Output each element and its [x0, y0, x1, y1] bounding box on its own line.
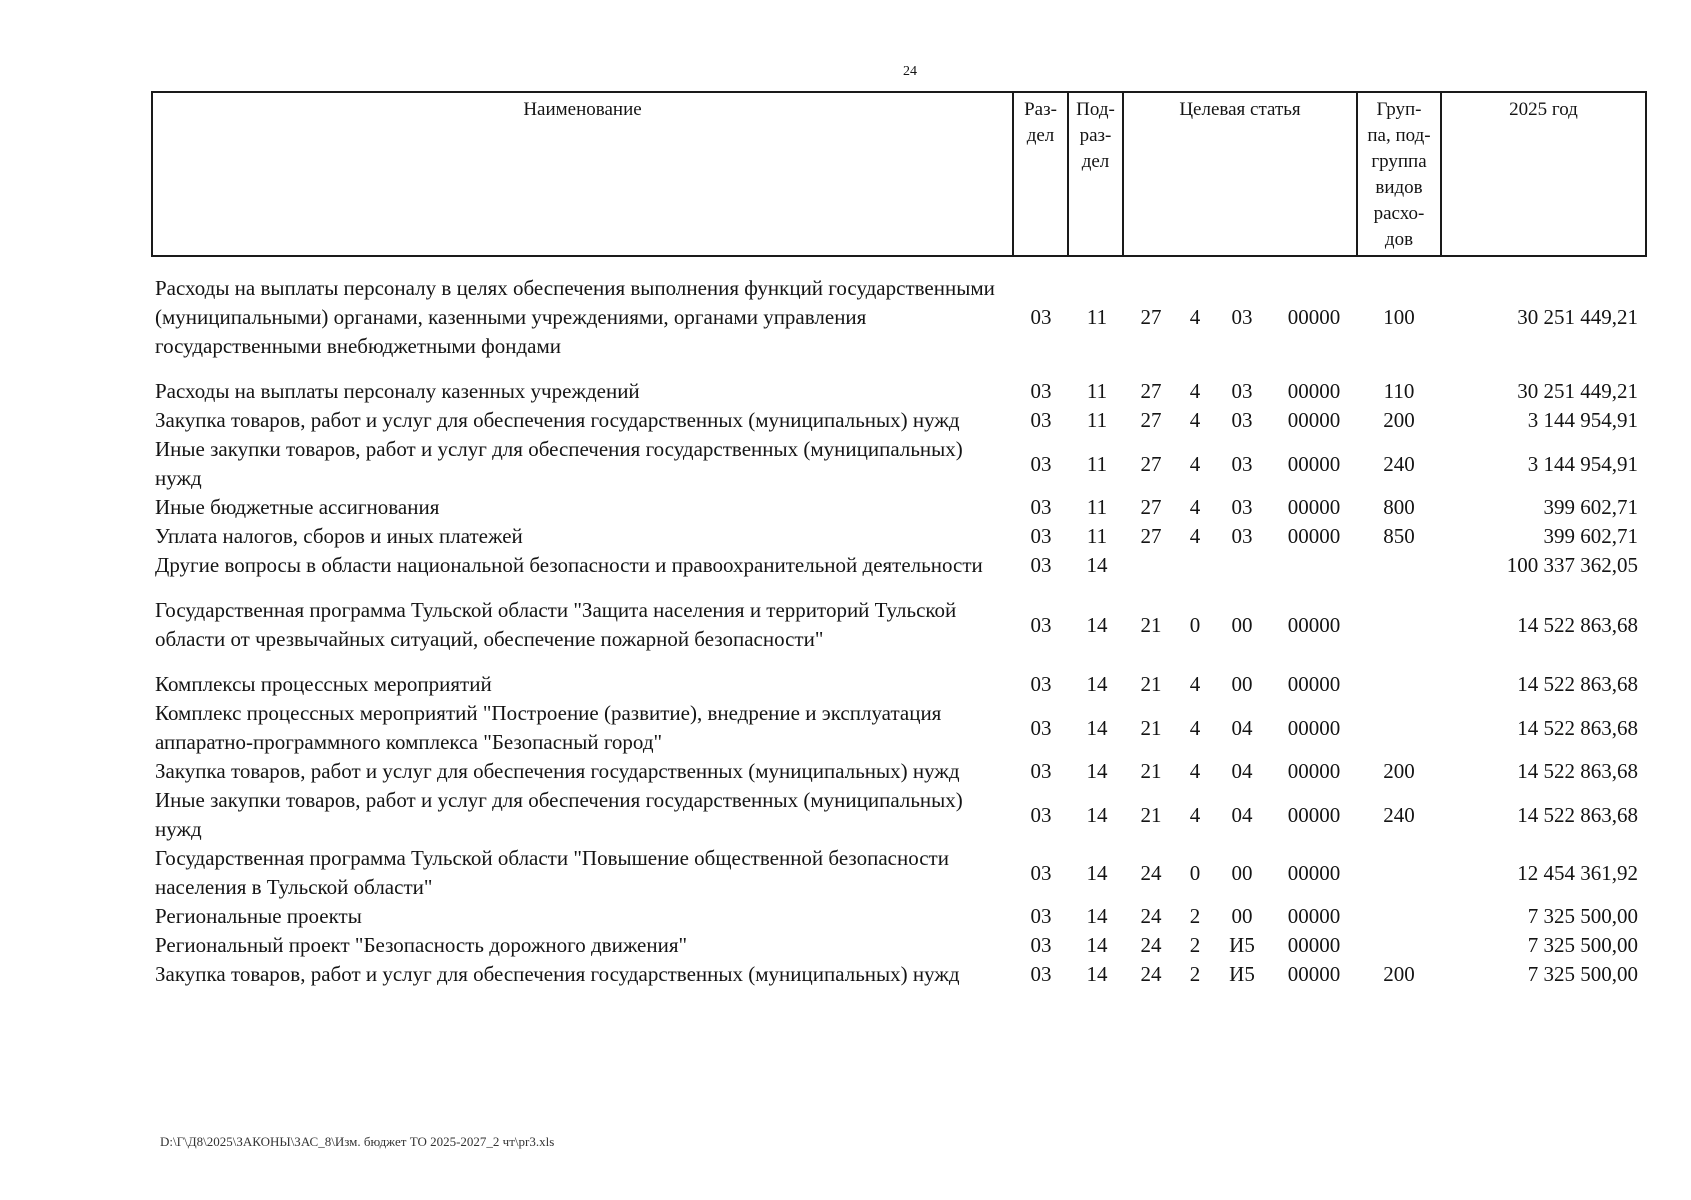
header-gruppa-line: дов: [1384, 229, 1414, 250]
row-amount-2025: 7 325 500,00: [1527, 962, 1638, 986]
table-row: [155, 493, 1643, 522]
row-target-event: И5: [1229, 962, 1255, 986]
row-amount-2025: 14 522 863,68: [1517, 612, 1638, 637]
header-podrazdel-line: раз-: [1079, 125, 1112, 146]
table-row: [155, 931, 1643, 960]
row-podrazdel: 11: [1086, 451, 1108, 476]
row-amount-2025: 3 144 954,91: [1527, 451, 1638, 476]
row-target-direction: 00000: [1287, 933, 1341, 957]
row-razdel: 03: [1030, 379, 1052, 403]
row-target-program: 21: [1140, 715, 1162, 740]
row-target-subprogram: 4: [1189, 802, 1201, 827]
row-expense-type: [1357, 931, 1441, 960]
row-razdel: 03: [1030, 962, 1052, 986]
row-podrazdel: 11: [1086, 524, 1108, 548]
row-target-program: 24: [1140, 860, 1162, 885]
row-name: Закупка товаров, работ и услуг для обеспечения государственных (муниципальных) нужд: [155, 962, 960, 986]
row-target-direction: 00000: [1287, 451, 1341, 476]
row-razdel: 03: [1030, 904, 1052, 928]
row-podrazdel: 11: [1086, 495, 1108, 519]
row-target-direction: 00000: [1287, 524, 1341, 548]
row-target-direction: 00000: [1287, 305, 1341, 329]
row-amount-2025: 14 522 863,68: [1517, 759, 1638, 783]
budget-table: [155, 274, 1643, 989]
row-podrazdel: 11: [1086, 408, 1108, 432]
row-razdel: 03: [1030, 860, 1052, 885]
row-target-program: 27: [1140, 408, 1162, 432]
header-gruppa-line: па, под-: [1367, 125, 1431, 146]
row-razdel: 03: [1030, 451, 1052, 476]
row-amount-2025: 3 144 954,91: [1527, 408, 1638, 432]
row-target-direction: 00000: [1287, 759, 1341, 783]
row-target-program: 21: [1140, 672, 1162, 696]
row-amount-2025: 7 325 500,00: [1527, 933, 1638, 957]
row-target-direction: 00000: [1287, 408, 1341, 432]
row-expense-type: 240: [1383, 802, 1415, 827]
table-row: [155, 757, 1643, 786]
row-podrazdel: 11: [1086, 305, 1108, 329]
row-target-direction: 00000: [1287, 612, 1341, 637]
table-row: [155, 786, 1643, 844]
row-target-program: 24: [1140, 962, 1162, 986]
table-row: [155, 377, 1643, 406]
row-target-subprogram: 4: [1189, 759, 1201, 783]
row-target-event: 00: [1231, 612, 1253, 637]
row-razdel: 03: [1030, 495, 1052, 519]
row-razdel: 03: [1030, 672, 1052, 696]
header-razdel: [1013, 92, 1068, 256]
row-expense-type: 200: [1383, 759, 1415, 783]
table-row: [155, 435, 1643, 493]
row-podrazdel: 14: [1086, 715, 1108, 740]
row-target-subprogram: 4: [1189, 379, 1201, 403]
row-name: Региональный проект "Безопасность дорожного движения": [155, 933, 688, 957]
row-target-program: 27: [1140, 305, 1162, 329]
row-target-event: 03: [1231, 451, 1253, 476]
row-expense-type: [1357, 670, 1441, 699]
header-celevaya-statya: Целевая статья: [1123, 92, 1357, 256]
row-target-subprogram: 4: [1189, 715, 1201, 740]
row-target-event: 00: [1231, 904, 1253, 928]
row-target-event: 04: [1231, 802, 1253, 827]
row-name: Государственная программа Тульской области "Защита населения и территорий Тульской области от чрезвычайных ситуаций, обеспечение пожарной безопасности": [155, 598, 957, 651]
row-razdel: 03: [1030, 759, 1052, 783]
table-row: [155, 960, 1643, 989]
row-razdel: 03: [1030, 408, 1052, 432]
row-name: Иные закупки товаров, работ и услуг для обеспечения государственных (муниципальных) нужд: [155, 437, 963, 490]
row-target-direction: 00000: [1287, 904, 1341, 928]
table-row: [155, 670, 1643, 699]
row-expense-type: 110: [1383, 379, 1415, 403]
row-name: Иные бюджетные ассигнования: [155, 495, 440, 519]
row-target-event: 03: [1231, 495, 1253, 519]
row-amount-2025: 12 454 361,92: [1517, 860, 1638, 885]
table-row: [155, 844, 1643, 902]
row-target-subprogram: 0: [1189, 612, 1201, 637]
row-expense-type: [1357, 902, 1441, 931]
row-podrazdel: 14: [1086, 759, 1108, 783]
row-target-program: 27: [1140, 379, 1162, 403]
row-target-direction: 00000: [1287, 379, 1341, 403]
row-name: Уплата налогов, сборов и иных платежей: [155, 524, 523, 548]
row-name: Расходы на выплаты персоналу в целях обеспечения выполнения функций государственными (муниципальными) органами, казенными учреждениями, органами управления государственными внебюджетными фондами: [155, 276, 995, 358]
row-target-event: 03: [1231, 305, 1253, 329]
row-podrazdel: 14: [1086, 612, 1108, 637]
row-target-direction: 00000: [1287, 715, 1341, 740]
header-year: 2025 год: [1441, 92, 1646, 256]
header-razdel-line: дел: [1026, 125, 1055, 146]
row-razdel: 03: [1030, 715, 1052, 740]
row-podrazdel: 14: [1086, 933, 1108, 957]
row-amount-2025: 7 325 500,00: [1527, 904, 1638, 928]
row-podrazdel: 11: [1086, 379, 1108, 403]
row-target-program: 24: [1140, 904, 1162, 928]
row-razdel: 03: [1030, 933, 1052, 957]
row-razdel: 03: [1030, 553, 1052, 577]
row-target-program: 27: [1140, 495, 1162, 519]
row-name: Закупка товаров, работ и услуг для обеспечения государственных (муниципальных) нужд: [155, 759, 960, 783]
row-target-program: 21: [1140, 759, 1162, 783]
row-target-subprogram: 4: [1189, 672, 1201, 696]
row-target-subprogram: 2: [1189, 962, 1201, 986]
row-target-event: 04: [1231, 715, 1253, 740]
row-razdel: 03: [1030, 524, 1052, 548]
header-name: Наименование: [152, 92, 1013, 256]
row-target-event: 00: [1231, 860, 1253, 885]
row-expense-type: [1357, 844, 1441, 902]
header-gruppa-line: расхо-: [1373, 203, 1425, 224]
row-target-direction: [1271, 551, 1357, 596]
row-target-program: 27: [1140, 451, 1162, 476]
row-target-program: [1125, 551, 1177, 596]
row-target-event: 04: [1231, 759, 1253, 783]
header-podrazdel-line: дел: [1081, 151, 1110, 172]
row-podrazdel: 14: [1086, 672, 1108, 696]
table-row: [155, 699, 1643, 757]
row-target-event: 00: [1231, 672, 1253, 696]
row-target-subprogram: 4: [1189, 451, 1201, 476]
row-podrazdel: 14: [1086, 553, 1108, 577]
row-target-program: 21: [1140, 802, 1162, 827]
row-expense-type: [1357, 596, 1441, 670]
row-amount-2025: 399 602,71: [1543, 495, 1638, 519]
row-target-subprogram: 0: [1189, 860, 1201, 885]
row-name: Другие вопросы в области национальной безопасности и правоохранительной деятельности: [155, 553, 983, 577]
row-target-direction: 00000: [1287, 860, 1341, 885]
table-header: [151, 91, 1647, 257]
row-name: Закупка товаров, работ и услуг для обеспечения государственных (муниципальных) нужд: [155, 408, 960, 432]
row-amount-2025: 14 522 863,68: [1517, 715, 1638, 740]
row-name: Комплекс процессных мероприятий "Построение (развитие), внедрение и эксплуатация аппаратно-программного комплекса "Безопасный город": [155, 701, 942, 754]
row-name: Региональные проекты: [155, 904, 362, 928]
header-gruppa-line: видов: [1375, 177, 1423, 198]
row-target-subprogram: 4: [1189, 305, 1201, 329]
row-podrazdel: 14: [1086, 860, 1108, 885]
footer-file-path: D:\Г\Д8\2025\ЗАКОНЫ\ЗАС_8\Изм. бюджет ТО 2025-2027_2 чт\pr3.xls: [160, 1134, 555, 1149]
row-target-event: 03: [1231, 524, 1253, 548]
row-target-subprogram: 4: [1189, 524, 1201, 548]
row-expense-type: 800: [1383, 495, 1415, 519]
row-target-direction: 00000: [1287, 495, 1341, 519]
row-amount-2025: 14 522 863,68: [1517, 802, 1638, 827]
row-amount-2025: 100 337 362,05: [1506, 553, 1638, 577]
row-expense-type: 200: [1383, 962, 1415, 986]
table-row: [155, 522, 1643, 551]
row-razdel: 03: [1030, 612, 1052, 637]
row-amount-2025: 14 522 863,68: [1517, 672, 1638, 696]
row-target-subprogram: 2: [1189, 904, 1201, 928]
row-expense-type: [1357, 551, 1441, 596]
page-number: 24: [903, 64, 917, 79]
row-expense-type: 240: [1383, 451, 1415, 476]
row-expense-type: [1357, 699, 1441, 757]
row-target-direction: 00000: [1287, 672, 1341, 696]
row-name: Расходы на выплаты персоналу казенных учреждений: [155, 379, 640, 403]
row-target-event: 03: [1231, 408, 1253, 432]
row-razdel: 03: [1030, 305, 1052, 329]
row-target-program: 27: [1140, 524, 1162, 548]
row-target-program: 24: [1140, 933, 1162, 957]
row-target-event: И5: [1229, 933, 1255, 957]
table-row: [155, 406, 1643, 435]
row-name: Комплексы процессных мероприятий: [155, 672, 492, 696]
row-amount-2025: 399 602,71: [1543, 524, 1638, 548]
table-row: [155, 596, 1643, 670]
row-target-direction: 00000: [1287, 962, 1341, 986]
table-row: [155, 902, 1643, 931]
row-target-direction: 00000: [1287, 802, 1341, 827]
row-name: Иные закупки товаров, работ и услуг для обеспечения государственных (муниципальных) нужд: [155, 788, 963, 841]
row-target-event: [1213, 551, 1271, 596]
row-podrazdel: 14: [1086, 962, 1108, 986]
row-target-subprogram: 2: [1189, 933, 1201, 957]
table-body: [155, 274, 1643, 989]
row-amount-2025: 30 251 449,21: [1517, 305, 1638, 329]
header-gruppa-line: группа: [1371, 151, 1427, 172]
row-expense-type: 850: [1383, 524, 1415, 548]
row-razdel: 03: [1030, 802, 1052, 827]
row-target-event: 03: [1231, 379, 1253, 403]
row-target-subprogram: 4: [1189, 408, 1201, 432]
header-razdel-line: Раз-: [1024, 99, 1057, 120]
row-podrazdel: 14: [1086, 802, 1108, 827]
header-gruppa-line: Груп-: [1376, 99, 1422, 120]
header-podrazdel-line: Под-: [1076, 99, 1115, 120]
table-row: [155, 274, 1643, 377]
header-gruppa: [1357, 92, 1441, 256]
row-expense-type: 200: [1383, 408, 1415, 432]
row-amount-2025: 30 251 449,21: [1517, 379, 1638, 403]
row-podrazdel: 14: [1086, 904, 1108, 928]
row-expense-type: 100: [1383, 305, 1415, 329]
row-target-program: 21: [1140, 612, 1162, 637]
header-podrazdel: [1068, 92, 1123, 256]
row-target-subprogram: [1177, 551, 1213, 596]
row-name: Государственная программа Тульской области "Повышение общественной безопасности населения в Тульской области": [155, 846, 949, 899]
row-target-subprogram: 4: [1189, 495, 1201, 519]
table-row: [155, 551, 1643, 596]
